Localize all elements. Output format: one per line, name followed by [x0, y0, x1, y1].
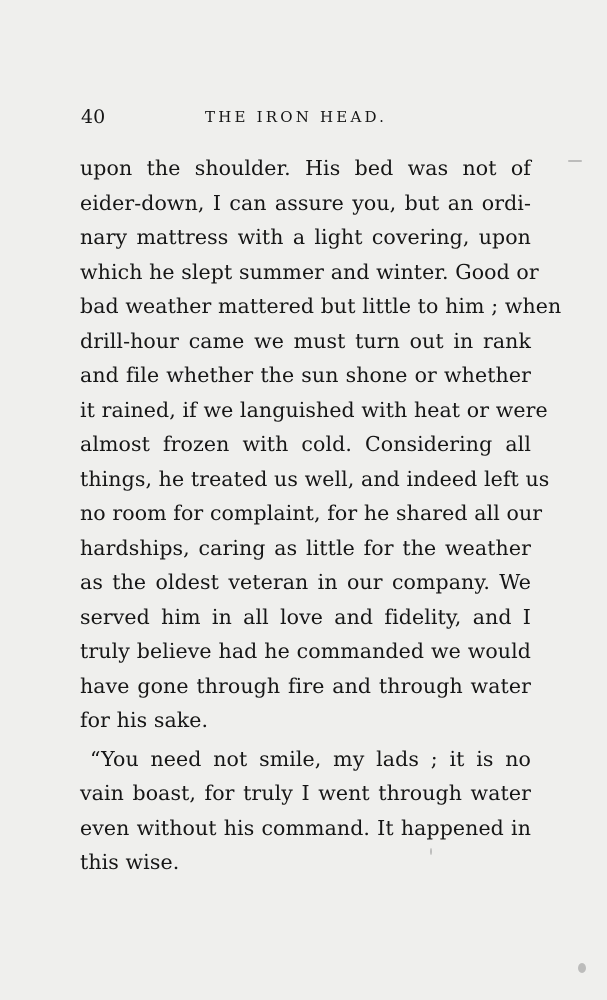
text-line: have gone through fire and through water — [80, 673, 531, 698]
text-line: eider-down, I can assure you, but an ordi- — [80, 190, 531, 215]
text-line: upon the shoulder. His bed was not of — [80, 156, 531, 180]
text-line: nary mattress with a light covering, upon — [80, 225, 531, 249]
text-line: truly believe had he commanded we would — [80, 639, 531, 663]
text-line: which he slept summer and winter. Good or — [80, 259, 539, 284]
text-line: bad weather mattered but little to him ; when — [80, 294, 562, 318]
text-line: almost frozen with cold. Considering all — [80, 432, 531, 456]
text-line: served him in all love and fidelity, and I — [80, 604, 531, 629]
page-header — [81, 106, 531, 134]
text-line: drill-hour came we must turn out in rank — [80, 328, 531, 353]
text-line: for his sake. — [80, 708, 209, 732]
running-title: THE IRON HEAD. — [205, 108, 388, 126]
page-number: 40 — [81, 106, 106, 128]
text-line: and file whether the sun shone or whether — [80, 363, 531, 387]
paragraph-1 — [80, 151, 562, 738]
text-line: “You need not smile, my lads ; it is no — [90, 746, 531, 771]
ink-spot — [430, 848, 432, 855]
text-line: vain boast, for truly I went through water — [80, 781, 531, 805]
paragraph-2 — [80, 742, 531, 880]
body-text — [80, 151, 562, 880]
text-line: hardships, caring as little for the weather — [80, 535, 531, 560]
text-line: even without his command. It happened in — [80, 815, 531, 840]
text-line: no room for complaint, for he shared all our — [80, 501, 543, 525]
text-line: things, he treated us well, and indeed left us — [80, 466, 550, 491]
text-line: as the oldest veteran in our company. We — [80, 570, 531, 594]
text-line: it rained, if we languished with heat or were — [80, 397, 548, 422]
margin-mark — [568, 160, 582, 162]
ink-spot — [578, 963, 586, 973]
text-line: this wise. — [80, 850, 180, 874]
